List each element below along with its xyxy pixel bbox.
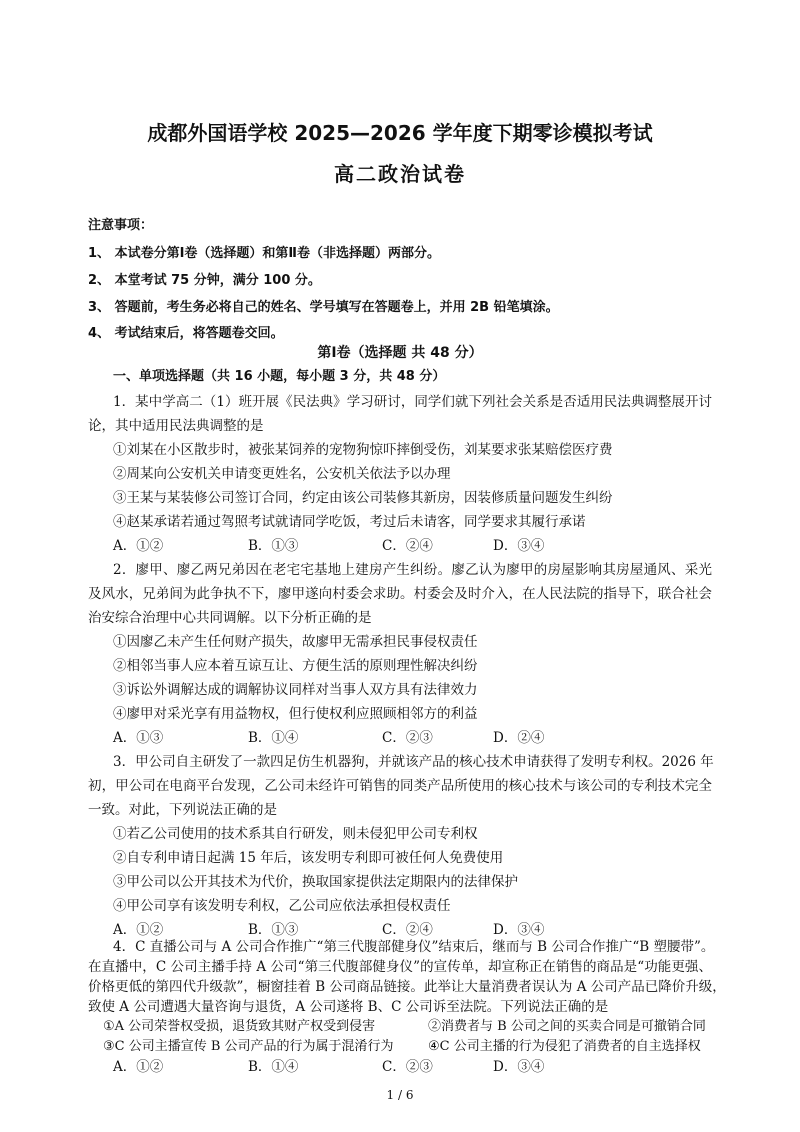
q3-item-1: ①若乙公司使用的技术系其自行研发，则未侵犯甲公司专利权 [113, 826, 478, 842]
q4-stem-line-1: 4．C 直播公司与 A 公司合作推广“第三代腹部健身仪”结束后，继而与 B 公司合作推广“B 塑腰带”。 [113, 939, 715, 955]
q3-stem-line-1: 3．甲公司自主研发了一款四足仿生机器狗，并就该产品的核心技术申请获得了发明专利权。2026 年 [113, 754, 714, 770]
q3-item-3: ③甲公司以公开其技术为代价，换取国家提供法定期限内的法律保护 [113, 874, 518, 890]
notice-item-4: 4、 考试结束后，将答题卷交回。 [88, 326, 284, 341]
q2-item-3: ③诉讼外调解达成的调解协议同样对当事人双方具有法律效力 [113, 682, 478, 698]
q4-stem-line-2: 在直播中，C 公司主播手持 A 公司“第三代腹部健身仪”的宣传单，却宣称正在销售的商品是“功能更强、 [88, 959, 712, 975]
q2-item-1: ①因廖乙未产生任何财产损失，故廖甲无需承担民事侵权责任 [113, 634, 478, 650]
q4-item-1: ①A 公司荣誉权受损，退货致其财产权受到侵害 [103, 1019, 376, 1034]
exam-subtitle: 高二政治试卷 [334, 162, 466, 186]
q3-item-2: ②自专利申请日起满 15 年后，该发明专利即可被任何人免费使用 [113, 850, 504, 866]
q3-stem-line-2: 初，甲公司在电商平台发现，乙公司未经许可销售的同类产品所使用的核心技术与该公司的专利技术完全 [88, 778, 712, 794]
notice-item-3: 3、 答题前，考生务必将自己的姓名、学号填写在答题卷上，并用 2B 铅笔填涂。 [88, 300, 559, 315]
section-title: 第Ⅰ卷（选择题 共 48 分） [317, 345, 483, 361]
q1-item-3: ③王某与某装修公司签订合同，约定由该公司装修其新房，因装修质量问题发生纠纷 [113, 490, 613, 506]
q4-stem-line-4: 致使 A 公司遭遇大量咨询与退货，A 公司遂将 B、C 公司诉至法院。下列说法正确的是 [88, 999, 609, 1015]
q3-choice-c: C．②④ [382, 922, 433, 938]
q3-choice-d: D．③④ [493, 922, 545, 938]
q4-item-4: ④C 公司主播的行为侵犯了消费者的自主选择权 [428, 1039, 701, 1054]
q1-stem-line-1: 1．某中学高二（1）班开展《民法典》学习研讨，同学们就下列社会关系是否适用民法典调整展开讨 [113, 394, 712, 410]
q2-choice-b: B．①④ [248, 730, 299, 746]
q4-choice-d: D．③④ [493, 1059, 545, 1075]
q1-item-4: ④赵某承诺若通过驾照考试就请同学吃饭，考过后未请客，同学要求其履行承诺 [113, 514, 586, 530]
page-number: 1 / 6 [386, 1088, 414, 1102]
q3-choice-a: A．①② [113, 922, 164, 938]
q1-choice-b: B．①③ [248, 538, 299, 554]
q1-item-2: ②周某向公安机关申请变更姓名，公安机关依法予以办理 [113, 466, 451, 482]
section-part-heading: 一、单项选择题（共 16 小题，每小题 3 分，共 48 分） [113, 369, 446, 384]
q4-choice-c: C．②③ [382, 1059, 433, 1075]
q2-stem-line-1: 2．廖甲、廖乙两兄弟因在老宅宅基地上建房产生纠纷。廖乙认为廖甲的房屋影响其房屋通风、采光 [113, 562, 712, 578]
q2-item-4: ④廖甲对采光享有用益物权，但行使权利应照顾相邻方的利益 [113, 706, 478, 722]
q3-choice-b: B．①③ [248, 922, 299, 938]
q4-item-2: ②消费者与 B 公司之间的买卖合同是可撤销合同 [428, 1019, 706, 1034]
notice-heading: 注意事项： [88, 218, 154, 233]
q2-item-2: ②相邻当事人应本着互谅互让、方便生活的原则理性解决纠纷 [113, 658, 478, 674]
q2-choice-d: D．②④ [493, 730, 545, 746]
q4-choice-a: A．①② [113, 1059, 164, 1075]
q3-stem-line-3: 一致。对此，下列说法正确的是 [88, 802, 277, 818]
q1-stem-line-2: 论，其中适用民法典调整的是 [88, 418, 264, 434]
q3-item-4: ④甲公司享有该发明专利权，乙公司应依法承担侵权责任 [113, 898, 451, 914]
q2-stem-line-2: 及风水，兄弟间为此争执不下，廖甲遂向村委会求助。村委会及时介入，在人民法院的指导下，联合社会 [88, 586, 712, 602]
q4-choice-b: B．①④ [248, 1059, 299, 1075]
q1-choice-c: C．②④ [382, 538, 433, 554]
q4-item-3: ③C 公司主播宣传 B 公司产品的行为属于混淆行为 [103, 1039, 394, 1054]
notice-item-1: 1、 本试卷分第Ⅰ卷（选择题）和第Ⅱ卷（非选择题）两部分。 [88, 246, 440, 261]
q1-choice-d: D．③④ [493, 538, 545, 554]
q1-item-1: ①刘某在小区散步时，被张某饲养的宠物狗惊吓摔倒受伤，刘某要求张某赔偿医疗费 [113, 442, 613, 458]
q2-stem-line-3: 治安综合治理中心共同调解。以下分析正确的是 [88, 610, 372, 626]
exam-title: 成都外国语学校 2025—2026 学年度下期零诊模拟考试 [147, 121, 653, 145]
q2-choice-a: A．①③ [113, 730, 164, 746]
q2-choice-c: C．②③ [382, 730, 433, 746]
q1-choice-a: A．①② [113, 538, 164, 554]
q4-stem-line-3: 价格更低的第四代升级款”，橱窗挂着 B 公司商品链接。此举让大量消费者误认为 A 公司产品已降价升级， [88, 979, 726, 995]
notice-item-2: 2、 本堂考试 75 分钟，满分 100 分。 [88, 273, 321, 288]
